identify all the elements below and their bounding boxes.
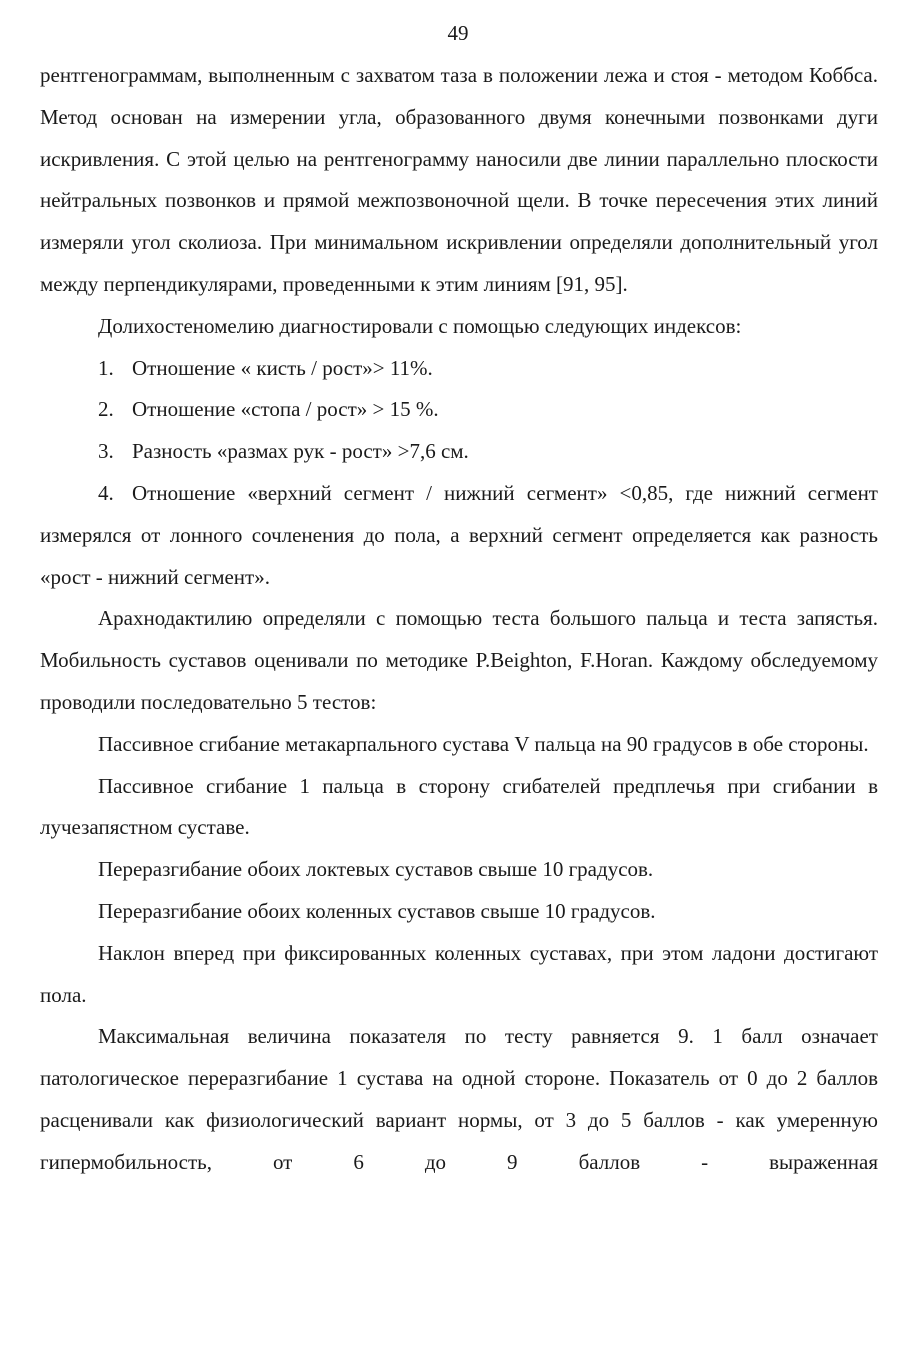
- paragraph-test-1: Пассивное сгибание метакарпального сустава V пальца на 90 градусов в обе стороны.: [98, 731, 869, 756]
- paragraph-test-5: Наклон вперед при фиксированных коленных суставах, при этом ладони достигают пола.: [40, 940, 878, 1007]
- paragraph-cobb-method: рентгенограммам, выполненным с захватом таза в положении лежа и стоя - методом Коббса. Метод основан на измерении угла, образованного двумя конечными позвонками дуги искривления. С этой целью на рентгенограмму наносили две линии параллельно плоскости нейтральных позвонков и прямой межпозвоночной щели. В точке пересечения этих линий измеряли угол сколиоза. При минимальном искривлении определяли дополнительный угол между перпендикулярами, проведенными к этим линиям [91, 95].: [40, 63, 878, 296]
- list-item-number: 1.: [98, 355, 114, 380]
- list-item-number: 4.: [98, 480, 114, 505]
- paragraph-test-2: Пассивное сгибание 1 пальца в сторону сгибателей предплечья при сгибании в лучезапястном суставе.: [40, 773, 878, 840]
- page-number: 49: [447, 21, 469, 45]
- list-item-number: 3.: [98, 439, 114, 464]
- list-item: [40, 348, 878, 390]
- paragraph-test-3: Переразгибание обоих локтевых суставов свыше 10 градусов.: [98, 857, 654, 882]
- paragraph-arachnodactyly: Арахнодактилию определяли с помощью теста большого пальца и теста запястья. Мобильность суставов оценивали по методике P.Beighton, F.Horan. Каждому обследуемому проводили последовательно 5 тестов:: [40, 606, 878, 714]
- list-item-number: 2.: [98, 397, 114, 422]
- paragraph-dolichostenomelia: Долихостеномелию диагностировали с помощью следующих индексов:: [98, 313, 742, 338]
- list-item: [40, 431, 878, 473]
- paragraph-scoring: Максимальная величина показателя по тесту равняется 9. 1 балл означает патологическое переразгибание 1 сустава на одной стороне. Показатель от 0 до 2 баллов расценивали как физиологический вариант нормы, от 3 до 5 баллов - как умеренную гипермобильность, от 6 до 9 баллов - выраженная: [40, 1024, 878, 1174]
- list-item: [40, 473, 878, 598]
- paragraph-test-4: Переразгибание обоих коленных суставов свыше 10 градусов.: [98, 898, 656, 923]
- document-body: [40, 55, 878, 1184]
- list-item-text: Отношение «стопа / рост» > 15 %.: [132, 397, 439, 422]
- list-item-text: Отношение « кисть / рост»> 11%.: [132, 355, 433, 380]
- list-item-text: Отношение «верхний сегмент / нижний сегмент» <0,85, где нижний сегмент измерялся от лонного сочленения до пола, а верхний сегмент определяется как разность «рост - нижний сегмент».: [40, 480, 878, 589]
- list-item: [40, 389, 878, 431]
- list-item-text: Разность «размах рук - рост» >7,6 см.: [132, 439, 469, 464]
